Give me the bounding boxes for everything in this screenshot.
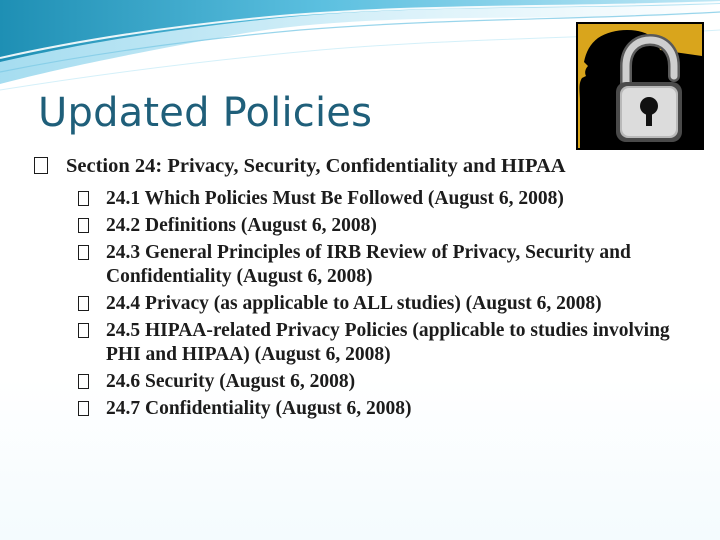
- policy-item: [106, 187, 682, 211]
- policy-item-text: 24.2 Definitions (August 6, 2008): [106, 215, 377, 236]
- section-heading: [32, 154, 682, 179]
- box-bullet-icon: [78, 374, 89, 389]
- box-bullet-icon: [78, 218, 89, 233]
- policy-item: [106, 370, 682, 394]
- policy-item-text: 24.5 HIPAA-related Privacy Policies (applicable to studies involving PHI and HIPAA) (August 6, 2008): [106, 320, 670, 365]
- policy-item: [106, 241, 682, 289]
- policy-item-text: 24.7 Confidentiality (August 6, 2008): [106, 398, 412, 419]
- policy-item-text: 24.4 Privacy (as applicable to ALL studies) (August 6, 2008): [106, 293, 602, 314]
- box-bullet-icon: [78, 245, 89, 260]
- box-bullet-icon: [78, 401, 89, 416]
- policy-item: [106, 397, 682, 421]
- policy-item-text: 24.3 General Principles of IRB Review of Privacy, Security and Confidentiality (August 6, 2008): [106, 242, 631, 287]
- policy-item: [106, 319, 682, 367]
- slide-title: Updated Policies: [38, 90, 373, 136]
- box-bullet-icon: [78, 296, 89, 311]
- policy-item: [106, 292, 682, 316]
- slide-body: [32, 154, 682, 424]
- policy-item: [106, 214, 682, 238]
- policy-item-text: 24.1 Which Policies Must Be Followed (August 6, 2008): [106, 188, 564, 209]
- policy-item-text: 24.6 Security (August 6, 2008): [106, 371, 356, 392]
- box-bullet-icon: [34, 157, 48, 174]
- box-bullet-icon: [78, 323, 89, 338]
- section-heading-text: Section 24: Privacy, Security, Confidentiality and HIPAA: [66, 155, 566, 177]
- policy-list: [32, 187, 682, 421]
- padlock-head-icon: [576, 22, 704, 150]
- box-bullet-icon: [78, 191, 89, 206]
